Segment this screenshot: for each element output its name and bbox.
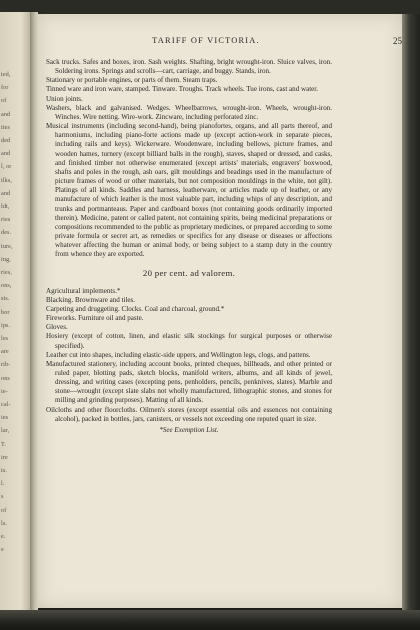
left-page-fragment: s — [1, 493, 4, 501]
book-cover-right — [402, 14, 420, 614]
page-header — [40, 36, 402, 48]
running-title: TARIFF OF VICTORIA. — [152, 36, 260, 45]
section-heading: 20 per cent. ad valorem. — [142, 268, 236, 279]
left-page-fragment: lar, — [1, 427, 10, 435]
page-body — [46, 58, 332, 442]
tariff-entry: Fireworks. Furniture oil and paste. — [46, 314, 144, 323]
tariff-entry: Agricultural implements.* — [46, 286, 121, 295]
tariff-entries-top — [46, 58, 332, 259]
left-page-fragment: and — [1, 150, 11, 158]
left-page-fragment: ries — [1, 216, 11, 224]
tariff-entries-bottom — [46, 287, 332, 424]
left-page-fragment: e. — [1, 533, 6, 540]
left-page-fragment: ls. — [1, 519, 7, 527]
left-page-fragment: ldt, — [1, 203, 10, 210]
tariff-entry: Union joints. — [46, 94, 83, 103]
left-page-fragment: ips. — [1, 321, 11, 329]
left-page-fragment: ing, — [1, 255, 11, 263]
left-page-fragment: des. — [1, 229, 12, 237]
left-page-fragment: bor — [1, 308, 10, 316]
left-page-fragment: ries, — [1, 269, 12, 276]
left-page-fragment: ies — [1, 414, 9, 422]
book-cover-top — [0, 0, 420, 14]
left-page-fragment: are — [1, 348, 9, 356]
left-page-fragment: ire — [1, 453, 8, 461]
left-page-fragment: of — [1, 97, 7, 105]
left-page-fragment: ted, — [1, 71, 11, 78]
left-page-fragment: ded — [1, 137, 11, 144]
tariff-entry: Carpeting and druggeting. Clocks. Coal and charcoal, ground.* — [46, 304, 225, 313]
left-page-fragment: and — [1, 110, 11, 118]
left-page-fragment: ons — [1, 374, 10, 382]
left-page-fragment: l. — [1, 480, 5, 488]
left-page-fragment: les — [1, 335, 9, 342]
left-page-fragment: ilks, — [1, 176, 12, 184]
left-page-fragment: ons, — [1, 282, 12, 290]
left-page-fragment: for — [1, 84, 9, 92]
left-page-fragment: and — [1, 189, 11, 197]
left-page-fragment: cal- — [1, 401, 11, 408]
left-page-fragment: sts. — [1, 295, 10, 303]
left-page-fragment: ie- — [1, 387, 8, 395]
tariff-entry: Hosiery (except of cotton, linen, and elastic silk stockings for surgical purposes or otherwise specified). — [46, 332, 332, 350]
tariff-entry: Leather cut into shapes, including elastic-side uppers, and Wellington legs, clogs, and pattens. — [46, 350, 311, 359]
left-page-fragment: rib- — [1, 361, 11, 369]
left-page-fragment: ture, — [1, 242, 13, 250]
tariff-entry: Tinned ware and iron ware, stamped. Tinware. Troughs. Track wheels. Tue irons, cast and water. — [46, 85, 319, 94]
page-number: 25 — [393, 36, 402, 46]
tariff-entry: Sack trucks. Safes and boxes, iron. Sash weights. Shafting, bright wrought-iron. Sluice valves, iron. Soldering irons. Springs and scrolls—cart, carriage, and buggy. Stands, iron. — [46, 58, 332, 76]
tariff-entry: Blacking. Brownware and tiles. — [46, 295, 136, 304]
left-page-fragment: e — [1, 546, 4, 554]
book-gutter — [30, 12, 38, 610]
left-page-fragment: l, or — [1, 163, 12, 171]
left-page-fragment: ites — [1, 123, 10, 131]
tariff-entry: Washers, black and galvanised. Wedges. Wheelbarrows, wrought-iron. Wheels, wrought-iron. Winches. Wire netting. Wire-work. Zincware, including perforated zinc. — [46, 103, 332, 121]
tariff-entry: Oilcloths and other floorcloths. Oilmen's stores (except essential oils and essences not containing alcohol), packed in bottles, jars, canisters, or vessels not exceeding one reputed quart in size. — [46, 405, 332, 423]
left-page-fragment: ts. — [1, 467, 7, 474]
left-page-fragment: of — [1, 506, 7, 514]
previous-page-edge — [0, 12, 31, 610]
tariff-entry: Manufactured stationery, including account books, printed cheques, billheads, and other printed or ruled paper, blotting pads, sketch blocks, manifold writers, albums, and all kinds of jewel, dressing, and writing cases (excepting pens, penholders, pencils, penknives, slates). Marble and stone—wrought (except slate slabs not wholly manufactured, lithographic stones, and stones for milling and grinding purposes). Matting of all kinds. — [46, 359, 332, 405]
tariff-entry: Musical instruments (including second-hand), being pianofortes, organs, and all parts thereof, and harmoniums, including piano-forte actions made up (except action-work in separate pieces, including rails and keys). Wickerware. Woodenware, including bellows, picture frames, and wooden hames, turnery (except billiard balls in the rough), staves, shaped or dressed, and casks, and finished timber not otherwise enumerated (except artists' materials, engravers' boxwood, shafts and poles in the rough, ash oars, gilt mouldings and beadings used in the manufacture of picture frames of wood or other materials, but not composition mouldings in the white, not gilt). Platings of all kinds. Saddles and harness, leatherware, or articles made up of leather, or any manufacture of which leather is the most valuable part, including whips of any description, and trunks and portmanteaus. Paper and cardboard boxes (not containing goods ordinarily imported therein). Medicine, patent or called patent, not containing spirits, being medicinal preparations or compositions recommended to the public as proprietary medicines, or prepared according to some private formula or secret art, as remedies or specifics for any disease or diseases or affections whatever affecting the human or animal body, or being subject to a stamp duty in the country from whence they are exported. — [46, 122, 332, 259]
tariff-entry: Gloves. — [46, 323, 68, 332]
tariff-entry: Stationary or portable engines, or parts of them. Steam traps. — [46, 76, 218, 85]
left-page-fragment: T. — [1, 440, 7, 448]
book-cover-bottom — [0, 610, 420, 630]
footnote: *See Exemption List. — [159, 425, 219, 434]
